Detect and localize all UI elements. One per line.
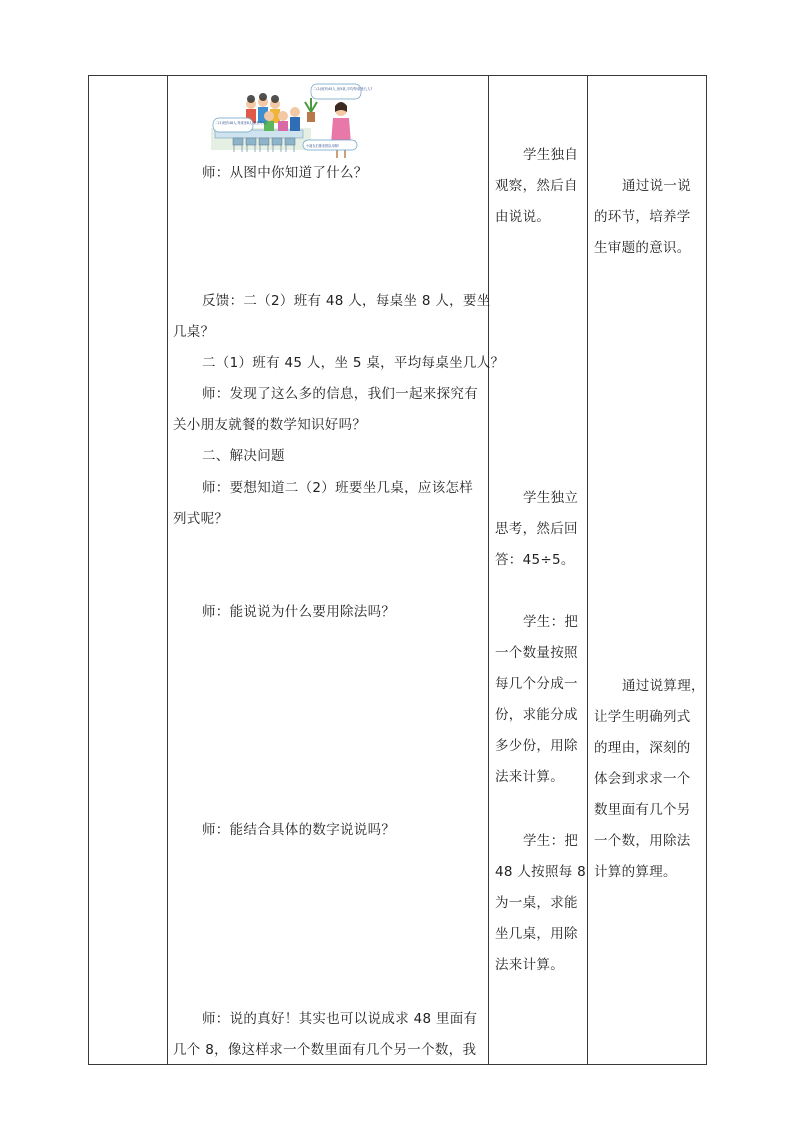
student-activity-2-line: 学生独立: [523, 490, 579, 506]
teacher-summary-line-cont: 几个 8，像这样求一个数里面有几个另一个数，我: [173, 1042, 477, 1058]
design-intent-1: [594, 171, 691, 264]
classroom-dining-illustration: [211, 82, 373, 160]
student-activity-4-line: 学生：把: [523, 833, 579, 849]
design-intent-2-line: 的理由，深刻的: [594, 740, 691, 756]
teacher-question-formula-cont: 列式呢？: [173, 511, 229, 527]
student-activity-1-line: 学生独自: [523, 147, 579, 163]
teacher-prompt-line-cont: 关小朋友就餐的数学知识好吗？: [173, 417, 367, 433]
student-activity-1: [495, 140, 578, 233]
teacher-prompt-line: 师：发现了这么多的信息，我们一起来探究有: [202, 386, 478, 402]
design-intent-2-line: 计算的算理。: [594, 864, 677, 880]
student-activity-4-line: 坐几桌，用除: [495, 926, 578, 942]
column-divider-2: [488, 75, 489, 1065]
student-activity-2-line: 思考，然后回: [495, 521, 578, 537]
class-info-line: 二（1）班有 45 人，坐 5 桌，平均每桌坐几人？: [202, 355, 505, 371]
student-activity-4-line: 为一桌，求能: [495, 895, 578, 911]
table-right-border: [706, 75, 707, 1065]
teacher-question-numbers: 师：能结合具体的数字说说吗？: [202, 822, 396, 838]
design-intent-2-line: 通过说算理，: [622, 678, 705, 694]
student-activity-2: [495, 483, 578, 576]
column-divider-1: [167, 75, 168, 1065]
design-intent-2: [594, 671, 705, 888]
student-activity-3: [495, 607, 578, 793]
column-divider-3: [587, 75, 588, 1065]
teacher-question-why: 师：能说说为什么要用除法吗？: [202, 604, 396, 620]
student-activity-1-line: 由说说。: [495, 209, 551, 225]
teacher-question-formula: 师：要想知道二（2）班要坐几桌，应该怎样: [202, 480, 474, 496]
student-activity-3-line: 学生：把: [523, 614, 579, 630]
bubble-top-right-text: 二(1)班有45人,坐5桌,平均每桌坐几人?: [313, 87, 373, 91]
student-activity-1-line: 观察，然后自: [495, 178, 578, 194]
student-activity-4-line: 法来计算。: [495, 957, 564, 973]
feedback-line-cont: 几桌？: [173, 324, 215, 340]
student-activity-2-line: 答：45÷5。: [495, 552, 575, 568]
design-intent-2-line: 一个数，用除法: [594, 833, 691, 849]
design-intent-1-line: 通过说一说: [622, 178, 691, 194]
design-intent-1-line: 生审题的意识。: [594, 240, 691, 256]
bubble-bottom-right-text: 小朋友们都来排队用餐!: [306, 144, 340, 148]
teacher-question-line: 师：从图中你知道了什么？: [202, 165, 368, 181]
student-activity-3-line: 法来计算。: [495, 769, 564, 785]
feedback-line: 反馈：二（2）班有 48 人，每桌坐 8 人，要坐: [202, 293, 491, 309]
section-heading: 二、解决问题: [202, 448, 285, 464]
student-activity-3-line: 一个数量按照: [495, 645, 578, 661]
student-activity-3-line: 份，求能分成: [495, 707, 578, 723]
table-bottom-border: [88, 1064, 707, 1065]
design-intent-2-line: 让学生明确列式: [594, 709, 691, 725]
teacher-summary-line: 师：说的真好！其实也可以说成求 48 里面有: [202, 1011, 478, 1027]
table-top-border: [88, 75, 707, 76]
design-intent-2-line: 体会到求求一个: [594, 771, 691, 787]
student-activity-4-line: 48 人按照每 8: [495, 864, 587, 880]
table-left-border: [88, 75, 89, 1065]
student-activity-4: [495, 826, 586, 981]
student-activity-3-line: 多少份，用除: [495, 738, 578, 754]
design-intent-1-line: 的环节，培养学: [594, 209, 691, 225]
design-intent-2-line: 数里面有几个另: [594, 802, 691, 818]
student-activity-3-line: 每几个分成一: [495, 676, 578, 692]
bubble-left-text: 二(2)班有48人,每桌坐8人,要坐几桌?: [215, 121, 268, 125]
